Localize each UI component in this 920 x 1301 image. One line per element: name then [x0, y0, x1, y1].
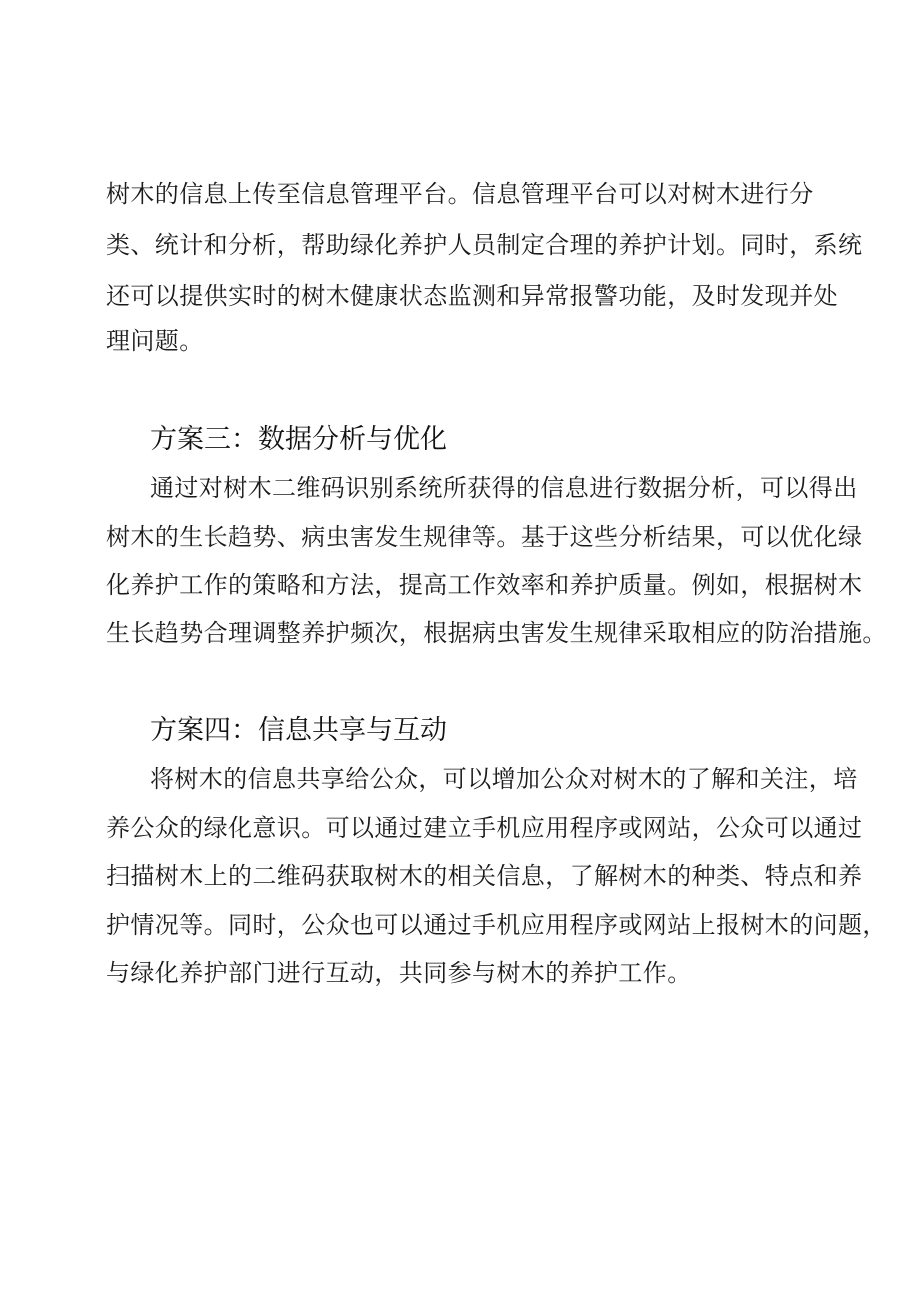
paragraph-line: 通过对树木二维码识别系统所获得的信息进行数据分析，可以得出	[150, 474, 858, 502]
paragraph-line: 类、统计和分析，帮助绿化养护人员制定合理的养护计划。同时，系统	[106, 231, 863, 259]
section-heading-three: 方案三：数据分析与优化	[150, 424, 447, 455]
paragraph-line: 理问题。	[106, 327, 204, 355]
paragraph-line: 将树木的信息共享给公众，可以增加公众对树木的了解和关注，培	[150, 765, 858, 793]
paragraph-line: 扫描树木上的二维码获取树木的相关信息，了解树木的种类、特点和养	[106, 862, 863, 890]
paragraph-line: 护情况等。同时，公众也可以通过手机应用程序或网站上报树木的问题，	[106, 911, 887, 939]
paragraph-line: 与绿化养护部门进行互动，共同参与树木的养护工作。	[106, 959, 692, 987]
paragraph-line: 化养护工作的策略和方法，提高工作效率和养护质量。例如，根据树木	[106, 571, 863, 599]
paragraph-line: 养公众的绿化意识。可以通过建立手机应用程序或网站，公众可以通过	[106, 814, 863, 842]
paragraph-line: 生长趋势合理调整养护频次，根据病虫害发生规律采取相应的防治措施。	[106, 619, 887, 647]
paragraph-line: 树木的信息上传至信息管理平台。信息管理平台可以对树木进行分	[106, 180, 814, 208]
section-heading-four: 方案四：信息共享与互动	[150, 715, 447, 746]
paragraph-line: 还可以提供实时的树木健康状态监测和异常报警功能，及时发现并处	[106, 282, 838, 310]
paragraph-line: 树木的生长趋势、病虫害发生规律等。基于这些分析结果，可以优化绿	[106, 523, 863, 551]
